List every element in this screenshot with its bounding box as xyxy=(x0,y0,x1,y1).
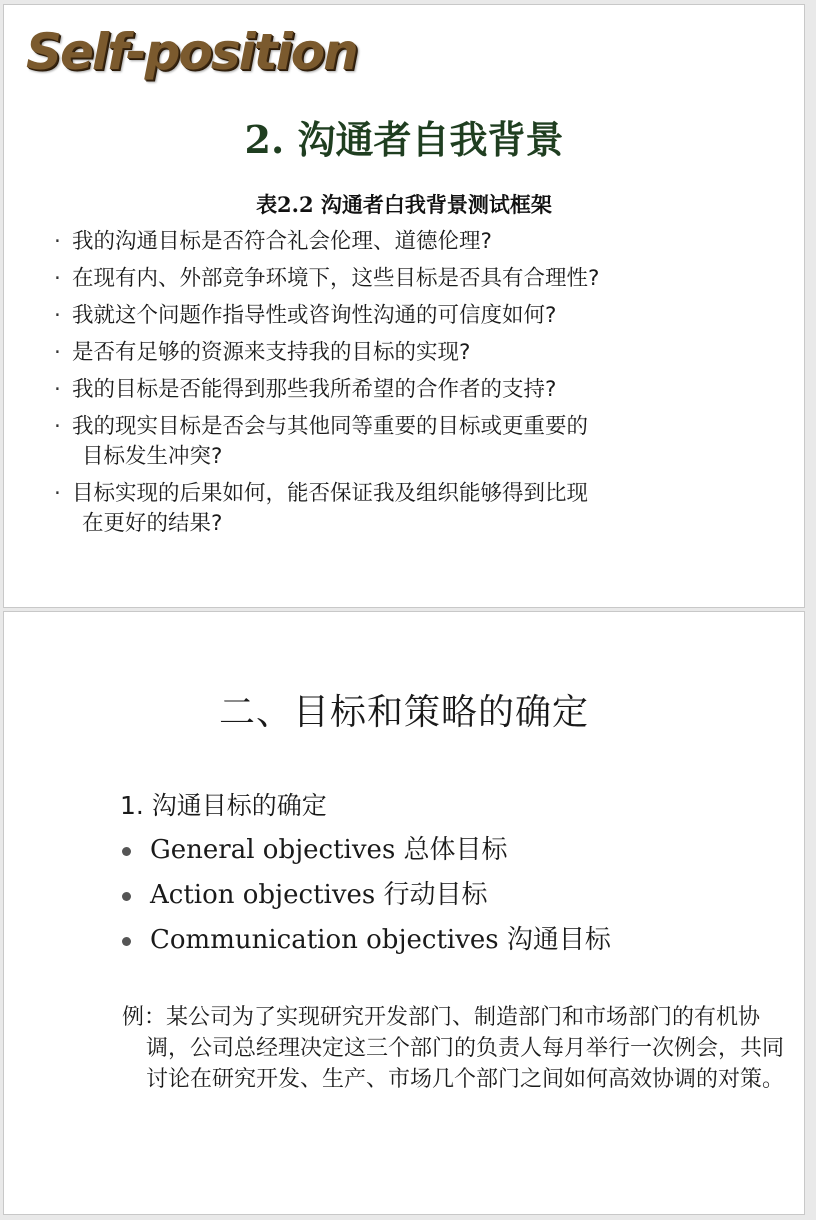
self-position-logo: Self-position xyxy=(26,23,357,81)
question-text: 是否有足够的资源来支持我的目标的实现? xyxy=(72,340,471,365)
bullet-icon: · xyxy=(54,377,61,402)
question-item xyxy=(54,227,784,257)
objective-text: General objectives 总体目标 xyxy=(150,835,508,865)
question-text: 在现有内、外部竞争环境下，这些目标是否具有合理性? xyxy=(72,266,600,291)
table-caption: 表2.2 沟通者白我背景测试框架 xyxy=(256,192,552,217)
question-item xyxy=(54,375,784,405)
question-item xyxy=(54,412,784,472)
slide-goals-strategy xyxy=(3,611,805,1215)
question-text-continued: 目标发生冲突? xyxy=(82,444,223,469)
question-text: 目标实现的后果如何，能否保证我及组织能够得到比现 xyxy=(72,481,589,506)
example-paragraph: 例：某公司为了实现研究开发部门、制造部门和市场部门的有机协调，公司总经理决定这三个部门的负责人每月举行一次例会，共同讨论在研究开发、生产、市场几个部门之间如何高效协调的对策。 xyxy=(122,1005,785,1092)
question-text: 我的沟通目标是否符合礼会伦理、道德伦理? xyxy=(72,229,492,254)
slide-title: 2. 沟通者自我背景 xyxy=(244,117,564,162)
objective-text: Action objectives 行动目标 xyxy=(150,880,488,910)
objective-item xyxy=(120,918,611,963)
question-item xyxy=(54,301,784,331)
question-item xyxy=(54,338,784,368)
objective-item xyxy=(120,828,611,873)
slide-self-position xyxy=(3,4,805,608)
slide-title: 二、目标和策略的确定 xyxy=(218,692,589,733)
objectives-list xyxy=(120,828,611,963)
question-text: 我的现实目标是否会与其他同等重要的目标或更重要的 xyxy=(72,414,589,439)
question-text: 我的目标是否能得到那些我所希望的合作者的支持? xyxy=(72,377,557,402)
bullet-dot-icon xyxy=(122,892,131,901)
bullet-icon: · xyxy=(54,303,61,328)
question-list xyxy=(54,227,784,546)
question-text-continued: 在更好的结果? xyxy=(82,511,223,536)
bullet-icon: · xyxy=(54,414,61,439)
objective-item xyxy=(120,873,611,918)
bullet-icon: · xyxy=(54,229,61,254)
question-text: 我就这个问题作指导性或咨询性沟通的可信度如何? xyxy=(72,303,557,328)
objective-text: Communication objectives 沟通目标 xyxy=(150,925,611,955)
bullet-icon: · xyxy=(54,481,61,506)
bullet-icon: · xyxy=(54,340,61,365)
bullet-dot-icon xyxy=(122,847,131,856)
bullet-icon: · xyxy=(54,266,61,291)
bullet-dot-icon xyxy=(122,937,131,946)
question-item xyxy=(54,479,784,539)
question-item xyxy=(54,264,784,294)
section-subheading: 1. 沟通目标的确定 xyxy=(120,791,327,820)
